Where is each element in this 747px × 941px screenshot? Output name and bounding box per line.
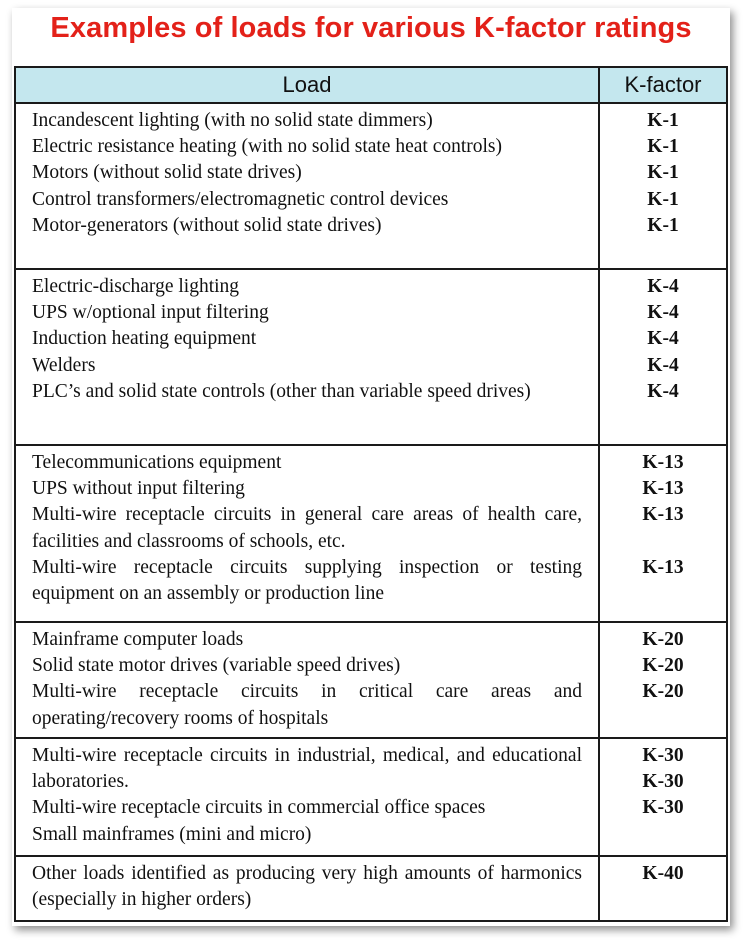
kfactor-value: K-20 — [642, 655, 684, 676]
load-item: Motor-generators (without solid state drives) — [32, 214, 382, 236]
kfactor-value: K-20 — [642, 629, 684, 650]
table-group-k13 — [16, 446, 726, 623]
table-group-k1 — [16, 104, 726, 270]
kfactor-value: K-1 — [647, 189, 679, 210]
figure-frame — [12, 8, 730, 926]
kfactor-value: K-13 — [642, 504, 684, 525]
load-item: Motors (without solid state drives) — [32, 162, 302, 184]
load-item: Multi-wire receptacle circuits in commercial office spaces — [32, 797, 486, 819]
kfactor-cell — [600, 739, 726, 855]
load-item: UPS without input filtering — [32, 478, 245, 500]
column-header-kfactor: K-factor — [624, 72, 702, 97]
kfactor-cell — [600, 270, 726, 444]
kfactor-value: K-30 — [642, 771, 684, 792]
load-item: Multi-wire receptacle circuits in industrial, medical, and educational laboratories. — [32, 745, 582, 793]
table-header — [16, 68, 726, 104]
table-group-k20 — [16, 623, 726, 739]
table-group-k40 — [16, 857, 726, 920]
kfactor-value: K-4 — [647, 276, 679, 297]
kfactor-value: K-30 — [642, 797, 684, 818]
kfactor-table — [14, 66, 728, 922]
load-item: Electric resistance heating (with no solid state heat controls) — [32, 136, 503, 158]
load-item: Control transformers/electromagnetic control devices — [32, 188, 449, 210]
kfactor-value: K-13 — [642, 452, 684, 473]
load-cell — [16, 104, 600, 268]
load-item: Telecommunications equipment — [32, 452, 282, 473]
kfactor-value: K-1 — [647, 215, 679, 236]
load-item: Mainframe computer loads — [32, 629, 244, 650]
kfactor-value: K-40 — [642, 863, 684, 884]
load-item: Small mainframes (mini and micro) — [32, 823, 312, 845]
table-group-k4 — [16, 270, 726, 446]
load-item: Multi-wire receptacle circuits supplying inspection or testing equipment on an assembly or production line — [32, 556, 582, 605]
load-item: Multi-wire receptacle circuits in critical care areas and operating/recovery rooms of hospitals — [32, 681, 582, 729]
kfactor-value: K-20 — [642, 681, 684, 702]
table-group-k30 — [16, 739, 726, 857]
load-cell — [16, 446, 600, 621]
kfactor-value: K-1 — [647, 162, 679, 183]
kfactor-value: K-13 — [642, 557, 684, 578]
kfactor-value: K-4 — [647, 355, 679, 376]
figure-title: Examples of loads for various K-factor ratings — [50, 12, 692, 44]
kfactor-value: K-4 — [647, 328, 679, 349]
load-item: UPS w/optional input filtering — [32, 302, 269, 324]
kfactor-value: K-1 — [647, 136, 679, 157]
load-item: Welders — [32, 354, 96, 376]
load-item: Other loads identified as producing very high amounts of harmonics (especially in higher orders) — [32, 863, 582, 911]
load-item: Electric-discharge lighting — [32, 276, 240, 297]
kfactor-value: K-4 — [647, 381, 679, 402]
kfactor-cell — [600, 446, 726, 621]
load-item: Solid state motor drives (variable speed drives) — [32, 655, 401, 677]
load-item: Incandescent lighting (with no solid state dimmers) — [32, 110, 433, 131]
load-item: PLC’s and solid state controls (other than variable speed drives) — [32, 380, 531, 402]
load-cell — [16, 623, 600, 737]
load-cell — [16, 857, 600, 920]
load-cell — [16, 739, 600, 855]
load-item: Multi-wire receptacle circuits in general care areas of health care, facilities and classrooms of schools, etc. — [32, 504, 582, 552]
kfactor-value: K-30 — [642, 745, 684, 766]
kfactor-cell — [600, 623, 726, 737]
kfactor-cell — [600, 104, 726, 268]
load-cell — [16, 270, 600, 444]
column-header-load: Load — [16, 68, 600, 102]
kfactor-value: K-4 — [647, 302, 679, 323]
kfactor-value: K-1 — [647, 110, 679, 131]
kfactor-value: K-13 — [642, 478, 684, 499]
kfactor-cell — [600, 857, 726, 920]
load-item: Induction heating equipment — [32, 328, 257, 350]
